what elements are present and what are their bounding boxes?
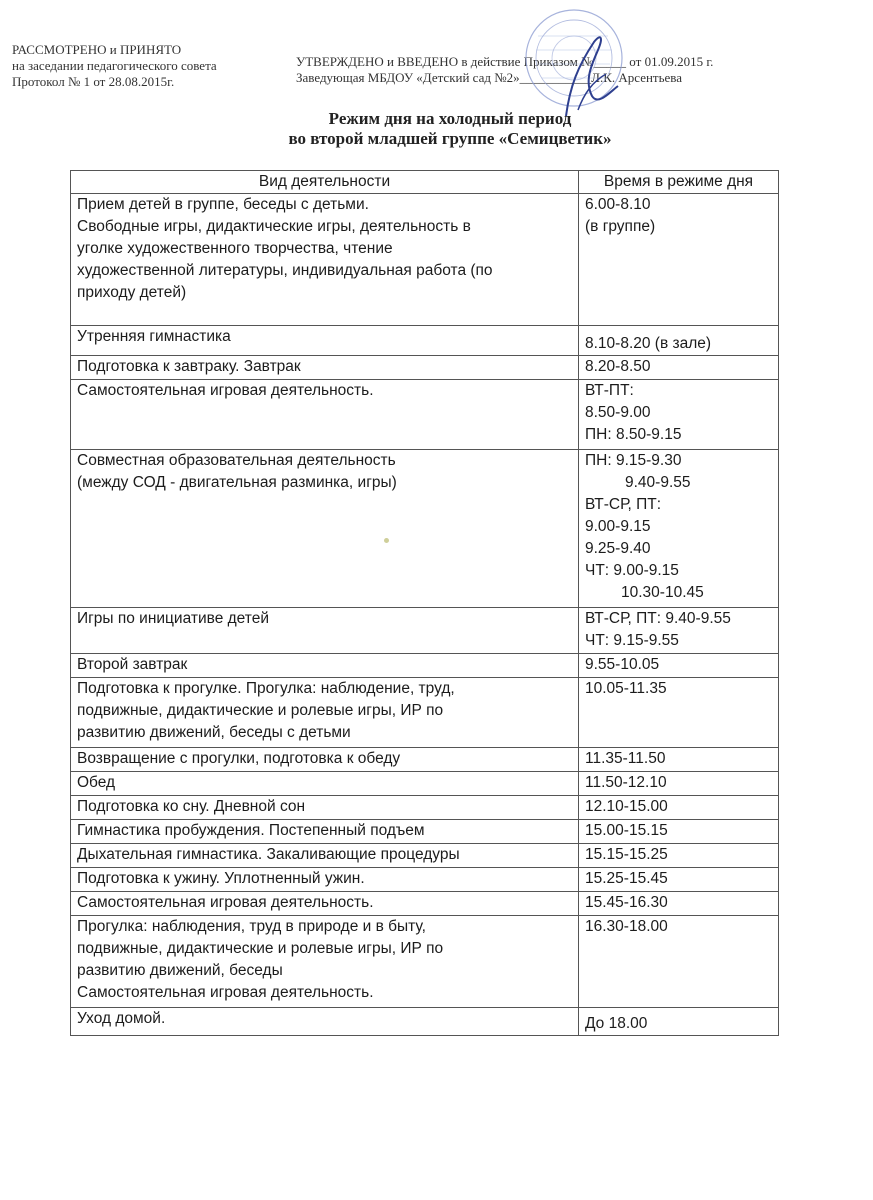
time-cell <box>579 748 779 772</box>
time-line: 15.45-16.30 <box>585 894 668 911</box>
time-line: 15.15-15.25 <box>585 846 668 863</box>
time-cell <box>579 654 779 678</box>
table-row <box>71 772 779 796</box>
activity-line: Подготовка ко сну. Дневной сон <box>77 798 306 815</box>
activity-line: уголке художественного творчества, чтение <box>77 240 393 257</box>
activity-line: Самостоятельная игровая деятельность. <box>77 984 374 1001</box>
table-row <box>71 450 779 608</box>
time-line: 15.00-15.15 <box>585 822 668 839</box>
time-line: 10.30-10.45 <box>621 584 704 601</box>
document-title: Режим дня на холодный период <box>328 109 572 128</box>
table-row <box>71 1008 779 1036</box>
activity-cell <box>71 892 579 916</box>
time-line: 8.20-8.50 <box>585 358 651 375</box>
time-cell <box>579 1008 779 1036</box>
activity-line: Совместная образовательная деятельность <box>77 452 396 469</box>
table-row <box>71 844 779 868</box>
time-line: (в группе) <box>585 218 656 235</box>
time-cell <box>579 608 779 654</box>
activity-line: Гимнастика пробуждения. Постепенный подъем <box>77 822 425 839</box>
time-line: 8.50-9.00 <box>585 404 651 421</box>
time-line: 9.25-9.40 <box>585 540 651 557</box>
time-cell <box>579 796 779 820</box>
activity-line: приходу детей) <box>77 284 187 301</box>
activity-cell <box>71 916 579 1008</box>
official-stamp-icon <box>508 6 634 118</box>
activity-cell <box>71 194 579 326</box>
approval-right-line2: Заведующая МБДОУ «Детский сад №2»___________Л.К. Арсентьева <box>296 70 683 85</box>
approval-right-line1: УТВЕРЖДЕНО и ВВЕДЕНО в действие Приказом №_____ от 01.09.2015 г. <box>296 54 714 69</box>
time-cell <box>579 892 779 916</box>
time-line: 8.10-8.20 (в зале) <box>585 335 712 352</box>
activity-line: Прогулка: наблюдения, труд в природе и в быту, <box>77 918 426 935</box>
activity-cell <box>71 772 579 796</box>
activity-cell <box>71 380 579 450</box>
table-row <box>71 326 779 356</box>
approval-block-left <box>12 42 217 90</box>
time-cell <box>579 820 779 844</box>
activity-line: (между СОД - двигательная разминка, игры) <box>77 474 397 491</box>
table-row <box>71 748 779 772</box>
time-line: До 18.00 <box>585 1015 648 1032</box>
time-line: ПН: 8.50-9.15 <box>585 426 682 443</box>
time-cell <box>579 772 779 796</box>
table-row <box>71 820 779 844</box>
time-line: ЧТ: 9.15-9.55 <box>585 632 679 649</box>
activity-cell <box>71 654 579 678</box>
activity-cell <box>71 678 579 748</box>
activity-line: Подготовка к завтраку. Завтрак <box>77 358 301 375</box>
time-cell <box>579 356 779 380</box>
time-line: 6.00-8.10 <box>585 196 651 213</box>
time-cell <box>579 916 779 1008</box>
activity-cell <box>71 1008 579 1036</box>
time-cell <box>579 326 779 356</box>
activity-line: Свободные игры, дидактические игры, деятельность в <box>77 218 471 235</box>
daily-schedule-table <box>70 170 779 1036</box>
activity-cell <box>71 326 579 356</box>
activity-line: Игры по инициативе детей <box>77 610 269 627</box>
table-row <box>71 654 779 678</box>
activity-line: Обед <box>77 774 116 791</box>
table-row <box>71 194 779 326</box>
approval-left-line2: на заседании педагогического совета <box>12 58 217 73</box>
table-row <box>71 796 779 820</box>
approval-block-right <box>296 54 713 86</box>
time-line: 12.10-15.00 <box>585 798 668 815</box>
time-line: 10.05-11.35 <box>585 680 667 697</box>
activity-cell <box>71 608 579 654</box>
activity-line: развитию движений, беседы с детьми <box>77 724 351 741</box>
activity-cell <box>71 450 579 608</box>
time-line: ПН: 9.15-9.30 <box>585 452 682 469</box>
time-line: 15.25-15.45 <box>585 870 668 887</box>
time-line: 16.30-18.00 <box>585 918 668 935</box>
activity-line: Дыхательная гимнастика. Закаливающие процедуры <box>77 846 460 863</box>
table-row <box>71 608 779 654</box>
time-line: ВТ-ПТ: <box>585 382 634 399</box>
table-row <box>71 868 779 892</box>
activity-line: Возвращение с прогулки, подготовка к обеду <box>77 750 401 767</box>
table-row <box>71 916 779 1008</box>
time-cell <box>579 868 779 892</box>
activity-cell <box>71 868 579 892</box>
activity-cell <box>71 356 579 380</box>
time-line: 9.00-9.15 <box>585 518 651 535</box>
time-cell <box>579 678 779 748</box>
table-row <box>71 892 779 916</box>
activity-line: Подготовка к прогулке. Прогулка: наблюдение, труд, <box>77 680 455 697</box>
activity-cell <box>71 796 579 820</box>
activity-line: Утренняя гимнастика <box>77 328 231 345</box>
time-line: ВТ-СР, ПТ: <box>585 496 662 513</box>
activity-line: художественной литературы, индивидуальная работа (по <box>77 262 493 279</box>
activity-line: Самостоятельная игровая деятельность. <box>77 382 374 399</box>
activity-line: подвижные, дидактические и ролевые игры, ИР по <box>77 940 444 957</box>
time-cell <box>579 194 779 326</box>
activity-line: Подготовка к ужину. Уплотненный ужин. <box>77 870 365 887</box>
time-line: ВТ-СР, ПТ: 9.40-9.55 <box>585 610 731 627</box>
time-line: 9.40-9.55 <box>625 474 691 491</box>
activity-line: Уход домой. <box>77 1010 166 1027</box>
activity-cell <box>71 844 579 868</box>
time-line: ЧТ: 9.00-9.15 <box>585 562 679 579</box>
activity-cell <box>71 820 579 844</box>
header-activity: Вид деятельности <box>71 171 579 194</box>
activity-cell <box>71 748 579 772</box>
activity-line: Самостоятельная игровая деятельность. <box>77 894 374 911</box>
activity-line: развитию движений, беседы <box>77 962 283 979</box>
time-line: 11.50-12.10 <box>585 774 667 791</box>
header-time: Время в режиме дня <box>579 171 779 194</box>
approval-left-line3: Протокол № 1 от 28.08.2015г. <box>12 74 175 89</box>
document-subtitle: во второй младшей группе «Семицветик» <box>288 129 612 148</box>
table-row <box>71 678 779 748</box>
activity-line: Второй завтрак <box>77 656 188 673</box>
time-cell <box>579 450 779 608</box>
table-row <box>71 380 779 450</box>
time-line: 11.35-11.50 <box>585 750 666 767</box>
time-line: 9.55-10.05 <box>585 656 660 673</box>
activity-line: Прием детей в группе, беседы с детьми. <box>77 196 369 213</box>
activity-line: подвижные, дидактические и ролевые игры, ИР по <box>77 702 444 719</box>
time-cell <box>579 844 779 868</box>
time-cell <box>579 380 779 450</box>
table-header-row <box>71 171 779 194</box>
table-row <box>71 356 779 380</box>
pencil-dot <box>384 538 389 543</box>
approval-left-line1: РАССМОТРЕНО и ПРИНЯТО <box>12 42 182 57</box>
